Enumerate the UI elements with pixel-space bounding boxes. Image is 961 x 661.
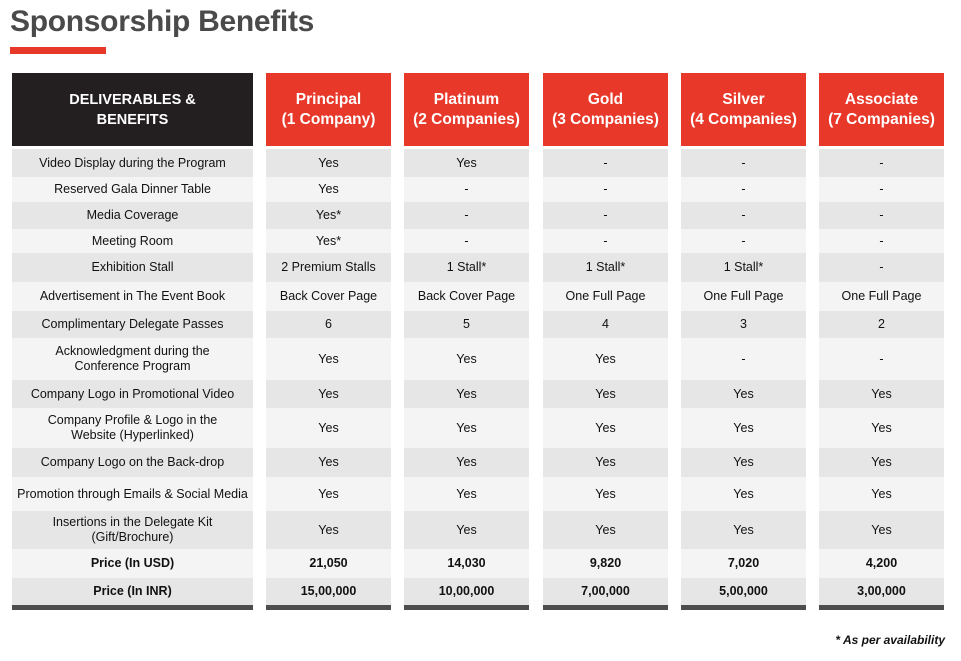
table-cell: [543, 149, 668, 177]
table-cell: [266, 282, 391, 311]
table-cell: [266, 338, 391, 380]
column-bottom-bar: [266, 605, 391, 610]
table-cell: [404, 338, 529, 380]
cell-value: 9,820: [589, 556, 622, 570]
deliverables-column: [12, 73, 253, 610]
label-line: Complimentary Delegate Passes: [41, 317, 224, 331]
column-bottom-bar: [681, 605, 806, 610]
cell-value: 6: [325, 317, 332, 331]
label-text: [55, 344, 209, 374]
table-cell: [404, 578, 529, 605]
cell-value: 10,00,000: [438, 584, 495, 598]
label-text: [48, 413, 218, 443]
cell-value: Yes: [595, 386, 616, 401]
cell-value: Yes: [595, 351, 616, 366]
table-cell: [266, 177, 391, 202]
table-cell: [543, 338, 668, 380]
cell-value: 15,00,000: [300, 584, 357, 598]
cell-value: Yes: [595, 455, 616, 469]
label-text: [87, 208, 179, 223]
cell-value: One Full Page: [841, 289, 922, 303]
table-cell: [543, 511, 668, 549]
table-cell: [681, 253, 806, 282]
table-cell: [404, 549, 529, 578]
cell-value: Yes: [871, 522, 892, 537]
cell-value: Yes: [456, 386, 477, 401]
cell-value: 21,050: [309, 556, 348, 570]
label-text: [93, 584, 172, 599]
cell-value: Yes: [318, 386, 339, 401]
row-label: [12, 511, 253, 549]
cell-value: -: [879, 233, 884, 248]
cell-value: 1 Stall*: [585, 260, 626, 274]
cell-value: Yes*: [315, 233, 342, 248]
cell-value: Yes: [595, 420, 616, 435]
table-cell: [404, 477, 529, 511]
table-cell: [543, 408, 668, 448]
column-bottom-bar: [543, 605, 668, 610]
column-bottom-bar: [819, 605, 944, 610]
tier-header: [543, 73, 668, 146]
cell-value: Yes: [318, 155, 339, 170]
row-label: [12, 477, 253, 511]
cell-value: -: [741, 155, 746, 170]
table-cell: [266, 202, 391, 229]
label-text: [39, 156, 226, 171]
header-line: (4 Companies): [690, 110, 797, 128]
header-text: [552, 90, 659, 130]
row-label: [12, 253, 253, 282]
header-text: [690, 90, 797, 130]
table-cell: [819, 448, 944, 477]
table-cell: [266, 229, 391, 253]
table-cell: [819, 311, 944, 338]
table-cell: [266, 448, 391, 477]
cell-value: Yes: [318, 420, 339, 435]
table-cell: [543, 549, 668, 578]
header-line: (1 Company): [281, 110, 376, 128]
label-text: [92, 234, 173, 249]
label-text: [41, 455, 224, 470]
cell-value: Yes: [456, 351, 477, 366]
cell-value: Yes: [733, 486, 754, 501]
cell-value: 5: [463, 317, 470, 331]
cell-value: 4,200: [865, 556, 898, 570]
cell-value: -: [879, 182, 884, 196]
table-cell: [819, 202, 944, 229]
row-label: [12, 282, 253, 311]
label-line: (Gift/Brochure): [91, 530, 174, 544]
row-label: [12, 229, 253, 253]
header-line: (7 Companies): [828, 110, 935, 128]
label-line: Price (In USD): [90, 556, 175, 570]
table-cell: [543, 311, 668, 338]
table-cell: [819, 149, 944, 177]
row-label: [12, 448, 253, 477]
table-cell: [819, 282, 944, 311]
cell-value: Yes: [733, 420, 754, 435]
table-cell: [681, 477, 806, 511]
row-label: [12, 408, 253, 448]
cell-value: Back Cover Page: [279, 289, 378, 303]
cell-value: -: [879, 155, 884, 170]
table-cell: [681, 311, 806, 338]
cell-value: Yes*: [315, 208, 342, 222]
footnote: * As per availability: [835, 633, 945, 647]
cell-value: -: [464, 208, 469, 222]
header-text: [282, 90, 376, 130]
table-cell: [266, 380, 391, 408]
title-underline: [10, 47, 106, 54]
tier-column-principal: [266, 73, 391, 610]
cell-value: Yes: [871, 486, 892, 501]
column-bottom-bar: [404, 605, 529, 610]
cell-value: Back Cover Page: [417, 289, 516, 303]
label-line: Reserved Gala Dinner Table: [54, 182, 211, 196]
label-line: Meeting Room: [91, 233, 174, 248]
header-line: (2 Companies): [413, 110, 520, 128]
cell-value: 2: [878, 317, 885, 331]
cell-value: -: [603, 208, 608, 222]
label-line: Media Coverage: [86, 208, 179, 222]
cell-value: Yes: [456, 155, 477, 170]
row-label: [12, 311, 253, 338]
label-text: [92, 260, 174, 275]
label-line: Company Logo in Promotional Video: [30, 386, 235, 401]
table-cell: [266, 311, 391, 338]
cell-value: One Full Page: [565, 289, 646, 303]
label-text: [41, 317, 223, 332]
table-cell: [681, 549, 806, 578]
cell-value: Yes: [318, 455, 339, 469]
table-cell: [819, 338, 944, 380]
table-cell: [543, 477, 668, 511]
cell-value: Yes: [871, 386, 892, 401]
cell-value: 1 Stall*: [723, 260, 764, 274]
cell-value: Yes: [456, 455, 477, 469]
table-cell: [819, 408, 944, 448]
page-title: Sponsorship Benefits: [10, 5, 315, 38]
row-label: [12, 338, 253, 380]
cell-value: 4: [602, 317, 609, 331]
deliverables-header: [12, 73, 253, 146]
cell-value: 7,020: [727, 556, 760, 570]
header-line: Principal: [295, 90, 362, 108]
table-cell: [543, 229, 668, 253]
header-line: Silver: [722, 90, 765, 108]
table-cell: [404, 177, 529, 202]
label-line: Exhibition Stall: [91, 260, 174, 274]
row-label: [12, 380, 253, 408]
cell-value: -: [603, 233, 608, 248]
table-cell: [404, 311, 529, 338]
cell-value: 3: [740, 317, 747, 331]
table-cell: [543, 177, 668, 202]
label-text: [40, 289, 225, 304]
label-text: [17, 487, 248, 502]
cell-value: -: [603, 155, 608, 170]
table-cell: [681, 202, 806, 229]
cell-value: -: [879, 260, 884, 274]
table-cell: [681, 149, 806, 177]
table-cell: [404, 202, 529, 229]
table-cell: [266, 149, 391, 177]
table-cell: [404, 511, 529, 549]
table-cell: [266, 578, 391, 605]
cell-value: Yes: [318, 182, 339, 196]
cell-value: -: [464, 182, 469, 196]
label-line: Insertions in the Delegate Kit: [52, 515, 213, 529]
header-text: [413, 90, 520, 130]
tier-header: [266, 73, 391, 146]
tier-column-silver: [681, 73, 806, 610]
tier-column-associate: [819, 73, 944, 610]
cell-value: One Full Page: [703, 289, 784, 303]
header-text: [69, 90, 196, 130]
row-label: [12, 202, 253, 229]
cell-value: Yes: [595, 522, 616, 537]
table-cell: [819, 177, 944, 202]
cell-value: 14,030: [447, 556, 486, 570]
table-cell: [681, 282, 806, 311]
tier-column-platinum: [404, 73, 529, 610]
header-line: Associate: [844, 90, 919, 108]
header-line: BENEFITS: [96, 111, 169, 128]
table-cell: [404, 380, 529, 408]
table-cell: [681, 229, 806, 253]
label-line: Website (Hyperlinked): [71, 428, 194, 442]
cell-value: Yes: [733, 386, 754, 401]
row-label: [12, 149, 253, 177]
tier-header: [404, 73, 529, 146]
cell-value: 2 Premium Stalls: [281, 260, 376, 274]
cell-value: -: [464, 233, 469, 248]
table-cell: [543, 448, 668, 477]
table-cell: [681, 578, 806, 605]
cell-value: Yes: [456, 522, 477, 537]
cell-value: -: [603, 182, 608, 196]
cell-value: Yes: [871, 455, 892, 469]
cell-value: -: [741, 233, 746, 248]
label-text: [91, 556, 174, 571]
cell-value: Yes: [871, 420, 892, 435]
table-cell: [681, 380, 806, 408]
table-cell: [819, 229, 944, 253]
row-label: [12, 578, 253, 605]
table-cell: [266, 477, 391, 511]
cell-value: -: [879, 208, 884, 222]
cell-value: Yes: [456, 486, 477, 501]
label-line: Promotion through Emails & Social Media: [17, 486, 248, 501]
column-bottom-bar: [12, 605, 253, 610]
label-line: Company Logo on the Back-drop: [40, 455, 225, 469]
tier-header: [819, 73, 944, 146]
table-cell: [404, 149, 529, 177]
table-cell: [819, 253, 944, 282]
cell-value: 1 Stall*: [446, 260, 487, 274]
table-cell: [681, 511, 806, 549]
table-cell: [681, 177, 806, 202]
cell-value: -: [741, 351, 746, 366]
table-cell: [404, 448, 529, 477]
cell-value: 7,00,000: [581, 584, 630, 598]
cell-value: Yes: [318, 351, 339, 366]
tier-header: [681, 73, 806, 146]
cell-value: Yes: [733, 522, 754, 537]
cell-value: 3,00,000: [857, 584, 906, 598]
table-cell: [266, 253, 391, 282]
cell-value: Yes: [733, 455, 754, 469]
label-text: [31, 387, 234, 402]
table-cell: [819, 578, 944, 605]
cell-value: -: [879, 351, 884, 366]
row-label: [12, 549, 253, 578]
table-cell: [266, 549, 391, 578]
header-line: DELIVERABLES &: [69, 91, 196, 108]
table-cell: [543, 380, 668, 408]
header-line: Platinum: [433, 90, 500, 108]
table-cell: [404, 282, 529, 311]
table-cell: [404, 253, 529, 282]
label-line: Company Profile & Logo in the: [47, 413, 218, 427]
header-line: Gold: [587, 90, 624, 108]
label-line: Video Display during the Program: [39, 155, 226, 170]
label-text: [54, 182, 211, 197]
cell-value: Yes: [318, 486, 339, 501]
header-line: (3 Companies): [552, 110, 659, 128]
table-cell: [404, 408, 529, 448]
label-text: [53, 515, 213, 545]
table-cell: [681, 338, 806, 380]
table-cell: [266, 511, 391, 549]
cell-value: Yes: [318, 522, 339, 537]
table-cell: [819, 477, 944, 511]
label-line: Price (In INR): [93, 584, 172, 598]
table-cell: [543, 253, 668, 282]
tier-column-gold: [543, 73, 668, 610]
header-text: [828, 90, 935, 130]
table-cell: [819, 380, 944, 408]
label-line: Acknowledgment during the: [55, 344, 210, 358]
table-cell: [819, 549, 944, 578]
cell-value: Yes: [456, 420, 477, 435]
table-cell: [266, 408, 391, 448]
table-cell: [681, 448, 806, 477]
cell-value: Yes: [595, 486, 616, 501]
table-cell: [543, 202, 668, 229]
table-cell: [819, 511, 944, 549]
row-label: [12, 177, 253, 202]
table-cell: [681, 408, 806, 448]
cell-value: 5,00,000: [719, 584, 768, 598]
table-cell: [543, 578, 668, 605]
cell-value: -: [741, 182, 746, 196]
table-cell: [543, 282, 668, 311]
table-cell: [404, 229, 529, 253]
label-line: Conference Program: [74, 359, 191, 373]
label-line: Advertisement in The Event Book: [39, 289, 226, 303]
cell-value: -: [741, 208, 746, 222]
